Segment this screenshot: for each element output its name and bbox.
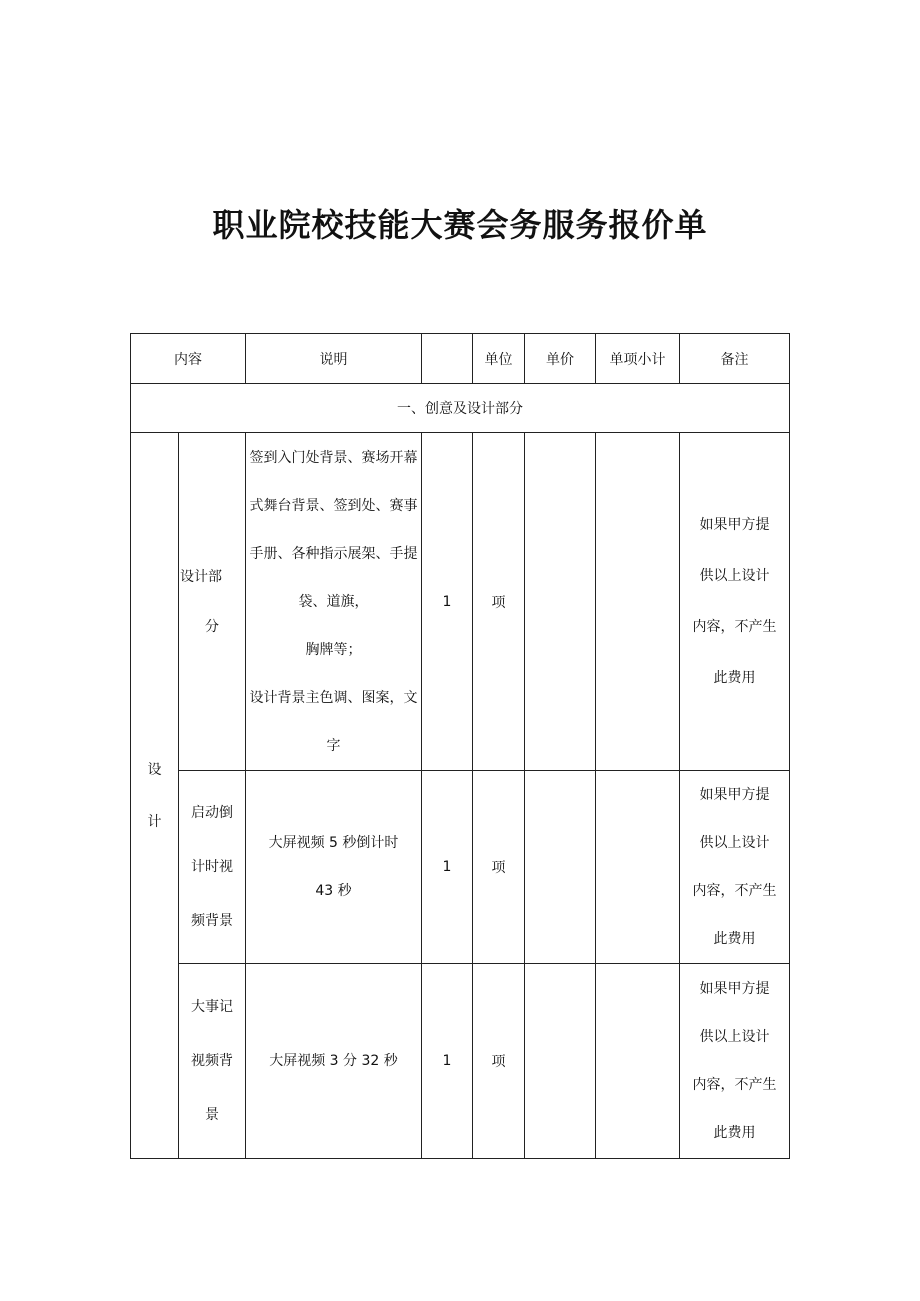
header-description: 说明 xyxy=(246,334,422,384)
quantity-cell: 1 xyxy=(422,433,473,771)
remark-line: 供以上设计 xyxy=(699,1029,770,1045)
remark-line: 供以上设计 xyxy=(699,567,770,584)
item-line: 景 xyxy=(205,1107,219,1123)
section-row xyxy=(131,384,790,433)
table-row xyxy=(131,433,790,771)
quantity-cell: 1 xyxy=(422,771,473,964)
header-blank xyxy=(422,334,473,384)
description-cell xyxy=(246,771,422,964)
header-remark: 备注 xyxy=(680,334,790,384)
unit-price-cell xyxy=(525,433,596,771)
description-line: 胸牌等； xyxy=(305,641,362,658)
item-line: 频背景 xyxy=(191,913,233,929)
category-cell xyxy=(131,433,179,1159)
header-unit: 单位 xyxy=(473,334,525,384)
remark-line: 此费用 xyxy=(713,931,756,947)
unit-price-cell xyxy=(525,964,596,1159)
description-line: 签到入门处背景、赛场开幕 xyxy=(249,449,418,466)
remark-line: 供以上设计 xyxy=(699,835,770,851)
quantity-cell: 1 xyxy=(422,964,473,1159)
description-line: 式舞台背景、签到处、赛事 xyxy=(249,497,418,514)
unit-cell: 项 xyxy=(473,771,525,964)
remark-line: 如果甲方提 xyxy=(699,516,770,533)
header-row xyxy=(131,334,790,384)
category-line: 设 xyxy=(147,761,162,778)
remark-line: 如果甲方提 xyxy=(699,981,770,997)
description-line: 手册、各种指示展架、手提 xyxy=(249,545,418,562)
item-cell xyxy=(179,433,246,771)
description-line: 设计背景主色调、图案，文 xyxy=(249,689,418,706)
description-line: 字 xyxy=(326,737,341,754)
unit-cell: 项 xyxy=(473,433,525,771)
subtotal-cell xyxy=(596,964,680,1159)
remark-line: 内容，不产生 xyxy=(692,883,777,899)
remark-line: 此费用 xyxy=(713,669,756,686)
unit-price-cell xyxy=(525,771,596,964)
header-unit-price: 单价 xyxy=(525,334,596,384)
table-row xyxy=(131,964,790,1159)
section-title: 一、创意及设计部分 xyxy=(131,384,790,433)
table-row xyxy=(131,771,790,964)
item-line: 分 xyxy=(205,618,219,635)
item-line: 视频背 xyxy=(191,1053,233,1069)
remark-cell xyxy=(680,964,790,1159)
item-line: 计时视 xyxy=(191,859,233,875)
description-line: 43 秒 xyxy=(315,883,352,899)
remark-line: 内容，不产生 xyxy=(692,618,777,635)
remark-line: 内容，不产生 xyxy=(692,1077,777,1093)
description-line: 袋、道旗， xyxy=(298,593,369,610)
description-cell xyxy=(246,964,422,1159)
item-line: 启动倒 xyxy=(191,805,233,821)
document-title: 职业院校技能大赛会务服务报价单 xyxy=(212,206,708,244)
description-cell xyxy=(246,433,422,771)
header-subtotal: 单项小计 xyxy=(596,334,680,384)
item-cell xyxy=(179,964,246,1159)
quote-table xyxy=(130,333,790,1159)
subtotal-cell xyxy=(596,771,680,964)
remark-line: 如果甲方提 xyxy=(699,787,770,803)
description-line: 大屏视频 5 秒倒计时 xyxy=(268,835,399,851)
item-line: 设计部 xyxy=(180,568,222,585)
remark-cell xyxy=(680,771,790,964)
description-line: 大屏视频 3 分 32 秒 xyxy=(269,1053,398,1069)
category-line: 计 xyxy=(147,813,162,830)
unit-cell: 项 xyxy=(473,964,525,1159)
remark-cell xyxy=(680,433,790,771)
remark-line: 此费用 xyxy=(713,1125,756,1141)
header-content: 内容 xyxy=(131,334,246,384)
subtotal-cell xyxy=(596,433,680,771)
item-line: 大事记 xyxy=(191,999,233,1015)
item-cell xyxy=(179,771,246,964)
